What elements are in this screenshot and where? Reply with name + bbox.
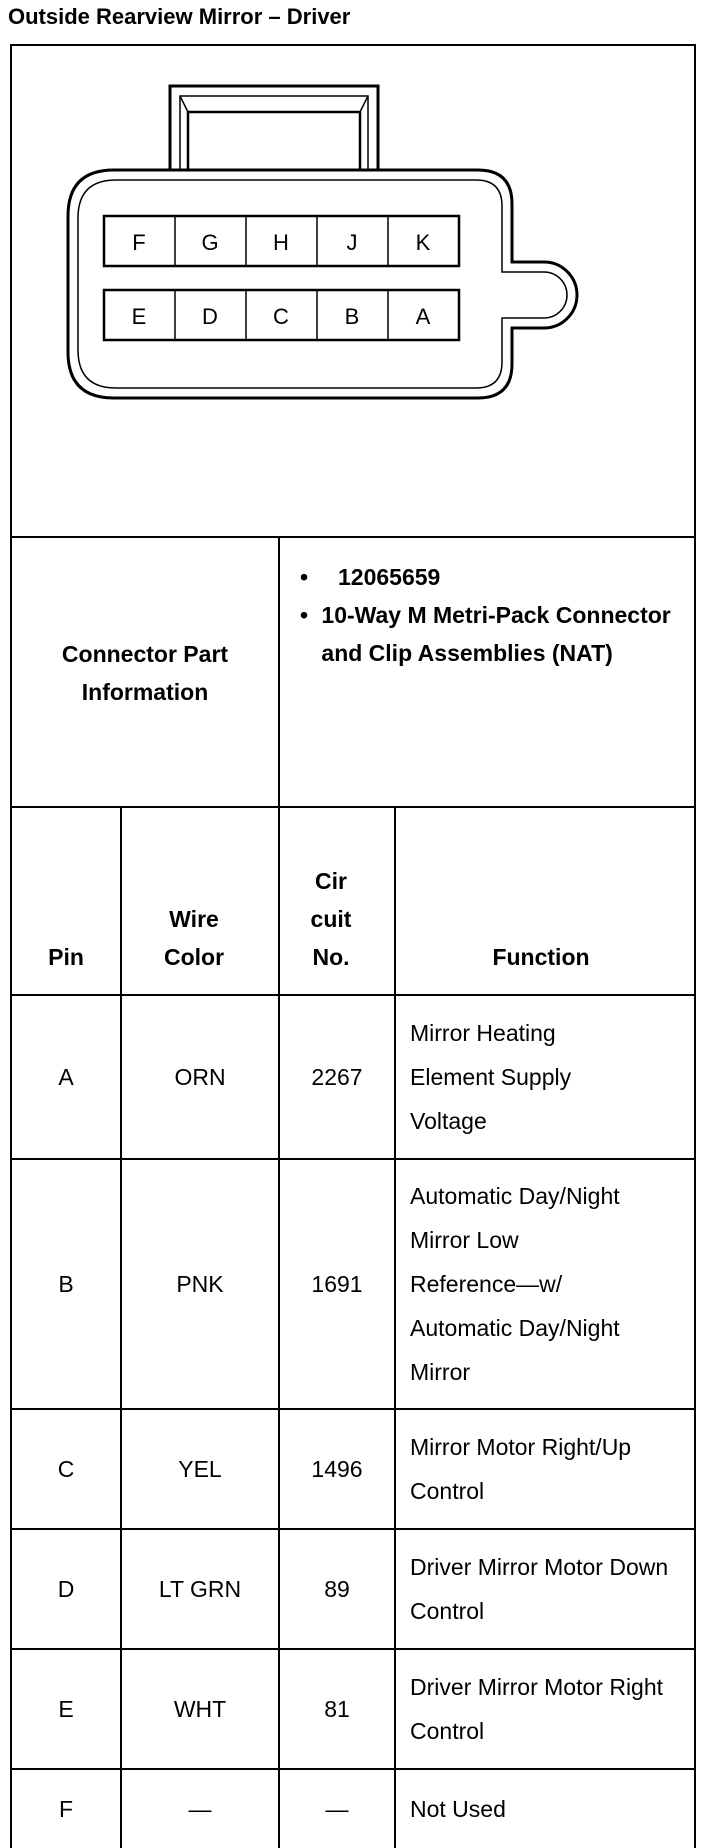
header-function: Function: [492, 944, 590, 970]
circuit-cell: 1496: [311, 1455, 363, 1482]
pin-label: G: [201, 230, 219, 255]
connector-top-row: [104, 216, 459, 266]
wire-color-cell: PNK: [176, 1270, 224, 1297]
circuit-cell: 2267: [311, 1063, 363, 1090]
pin-label: C: [273, 304, 289, 329]
wire-color-cell: LT GRN: [158, 1575, 242, 1602]
connector-info-item: • 10-Way M Metri-Pack Connector and Clip Assemblies (NAT): [300, 602, 671, 666]
pin-cell: B: [58, 1270, 74, 1297]
wire-color-cell: ORN: [174, 1063, 226, 1090]
pin-label: A: [415, 304, 431, 329]
pin-cell: E: [58, 1695, 74, 1722]
circuit-cell: 81: [324, 1695, 350, 1722]
pin-label: E: [131, 304, 147, 329]
connector-bottom-row: [104, 290, 459, 340]
pin-cell: A: [58, 1063, 74, 1090]
divider: [10, 536, 696, 538]
function-cell: Driver Mirror Motor Right Control: [410, 1674, 664, 1744]
function-cell: Mirror Heating Element Supply Voltage: [410, 1020, 572, 1134]
circuit-cell: 89: [324, 1575, 350, 1602]
wire-color-cell: —: [188, 1795, 212, 1822]
function-cell: Not Used: [410, 1796, 506, 1822]
pin-label: D: [202, 304, 218, 329]
pin-label: F: [132, 230, 146, 255]
header-wire-color: Wire Color: [163, 906, 225, 970]
pin-label: J: [346, 230, 358, 255]
function-cell: Mirror Motor Right/Up Control: [410, 1434, 632, 1504]
header-circuit-no: Cir cuit No.: [310, 868, 352, 970]
connector-info-item: • 12065659: [300, 564, 441, 590]
connector-info-list: [296, 558, 686, 672]
wire-color-cell: WHT: [173, 1695, 227, 1722]
connector-diagram: [12, 46, 694, 536]
pin-cell: D: [57, 1575, 75, 1602]
pin-label: K: [415, 230, 431, 255]
function-cell: Driver Mirror Motor Down Control: [410, 1554, 669, 1624]
wire-color-cell: YEL: [178, 1455, 222, 1482]
pin-label: H: [273, 230, 289, 255]
circuit-cell: —: [325, 1795, 349, 1822]
pin-label: B: [344, 304, 360, 329]
pin-cell: F: [58, 1795, 74, 1822]
page-title: Outside Rearview Mirror – Driver: [8, 4, 351, 29]
pin-cell: C: [57, 1455, 75, 1482]
divider: [10, 806, 696, 808]
header-pin: Pin: [48, 944, 84, 970]
connector-info-label: Connector Part Information: [61, 641, 229, 705]
function-cell: Automatic Day/Night Mirror Low Reference—w/ Automatic Day/Night Mirror: [410, 1183, 620, 1385]
circuit-cell: 1691: [311, 1270, 363, 1297]
